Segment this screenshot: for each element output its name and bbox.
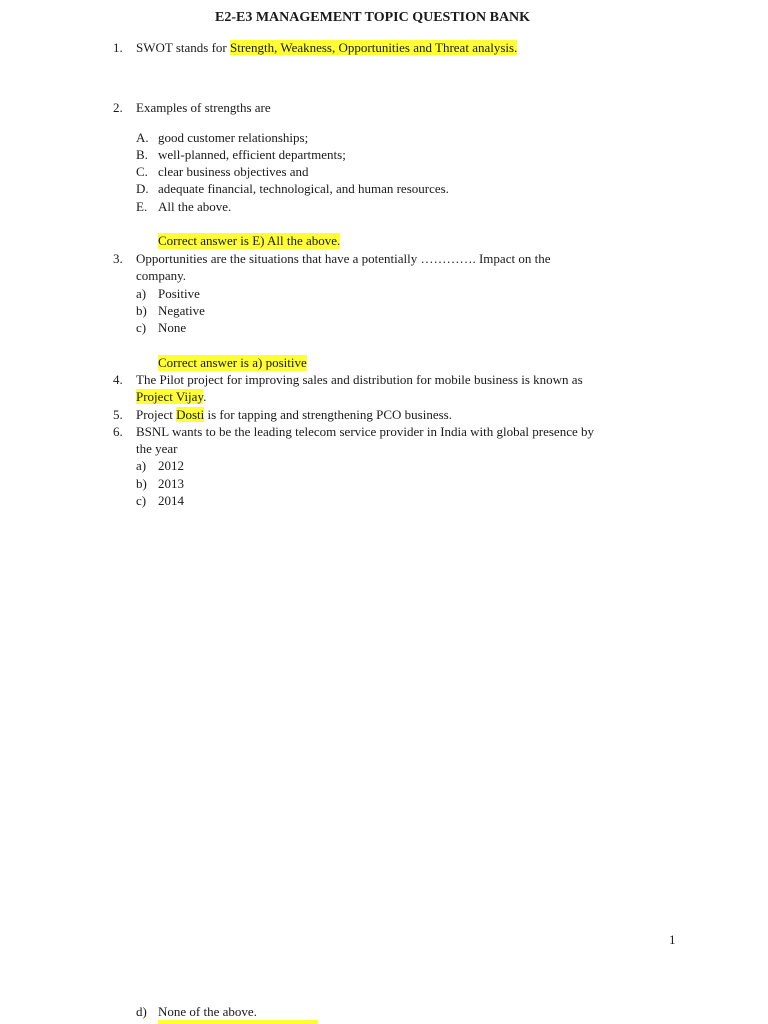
- option-text: clear business objectives and: [158, 164, 309, 179]
- option-label: B.: [136, 147, 148, 162]
- option-label: A.: [136, 130, 149, 145]
- correct-answer: Correct answer is E) All the above.: [158, 233, 341, 248]
- option-text: adequate financial, technological, and human resources.: [158, 181, 449, 196]
- option-text: 2014: [158, 493, 184, 508]
- question-number: 2.: [113, 100, 123, 115]
- question-number: 6.: [113, 424, 123, 439]
- question-text: [136, 40, 517, 56]
- question-text: [136, 389, 206, 405]
- page-number: 1: [669, 932, 676, 947]
- option-text: None of the above.: [158, 1004, 257, 1019]
- question-text: the year: [136, 441, 178, 456]
- question-text: company.: [136, 268, 187, 283]
- answer-highlight: Strength, Weakness, Opportunities and Threat analysis.: [230, 40, 518, 55]
- option-text: Positive: [158, 286, 200, 301]
- question-text-plain: is for tapping and strengthening PCO business.: [204, 407, 452, 422]
- question-text-plain: SWOT stands for: [136, 40, 231, 55]
- option-label: b): [136, 476, 147, 491]
- question-text-plain: .: [203, 389, 207, 404]
- question-text: [136, 407, 452, 423]
- option-label: D.: [136, 181, 149, 196]
- option-text: None: [158, 320, 187, 335]
- question-text-plain: Project: [136, 407, 177, 422]
- question-number: 4.: [113, 372, 123, 387]
- option-text: Negative: [158, 303, 205, 318]
- answer-highlight: Dosti: [176, 407, 205, 422]
- option-label: b): [136, 303, 147, 318]
- question-text: Examples of strengths are: [136, 100, 271, 115]
- page-title: E2-E3 MANAGEMENT TOPIC QUESTION BANK: [215, 10, 531, 25]
- answer-highlight: Project Vijay: [136, 389, 204, 404]
- question-text: BSNL wants to be the leading telecom service provider in India with global presence by: [136, 424, 594, 439]
- question-text: Opportunities are the situations that have a potentially …………. Impact on the: [136, 251, 551, 266]
- option-label: c): [136, 493, 147, 508]
- option-label: E.: [136, 199, 148, 214]
- correct-answer: Correct answer is a) positive: [158, 355, 307, 370]
- option-text: well-planned, efficient departments;: [158, 147, 346, 162]
- question-number: 5.: [113, 407, 123, 422]
- question-number: 1.: [113, 40, 123, 55]
- option-label: a): [136, 458, 147, 473]
- option-text: 2013: [158, 476, 184, 491]
- option-text: 2012: [158, 458, 184, 473]
- option-text: good customer relationships;: [158, 130, 309, 145]
- question-text: The Pilot project for improving sales and distribution for mobile business is known as: [136, 372, 583, 387]
- option-label: d): [136, 1004, 147, 1019]
- option-label: C.: [136, 164, 148, 179]
- option-label: c): [136, 320, 147, 335]
- option-text: All the above.: [158, 199, 232, 214]
- answer-highlight-fragment: [158, 1020, 318, 1024]
- question-number: 3.: [113, 251, 123, 266]
- option-label: a): [136, 286, 147, 301]
